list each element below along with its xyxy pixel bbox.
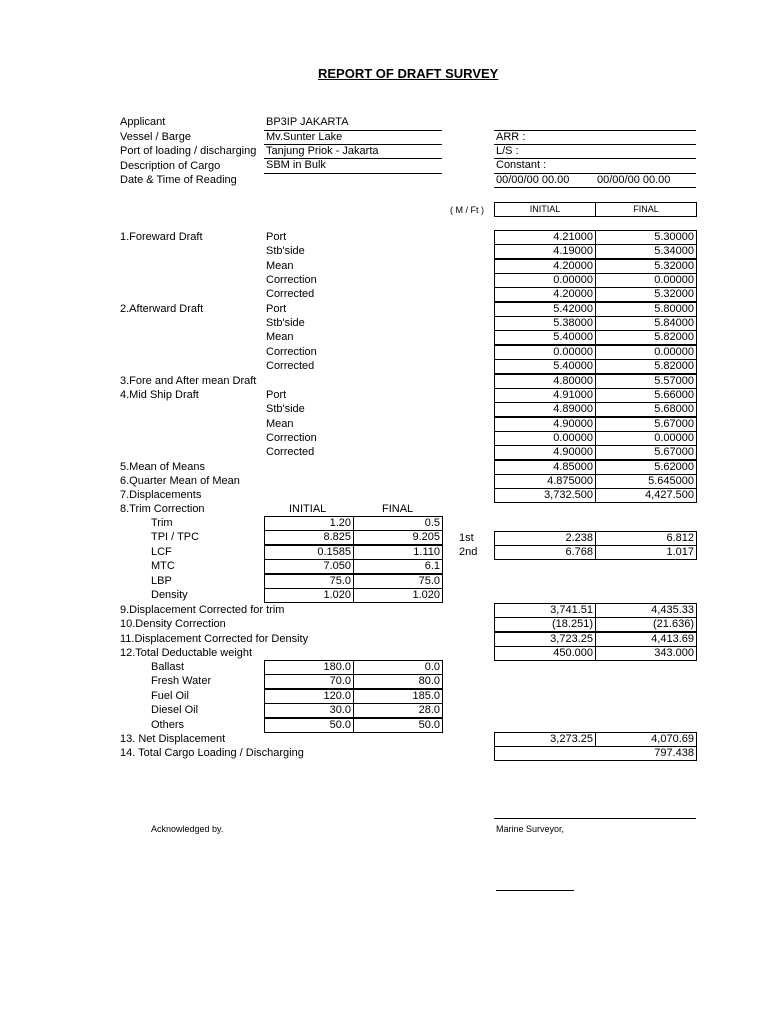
surveyor-label: Marine Surveyor, xyxy=(496,824,565,834)
total-label: 14. Total Cargo Loading / Discharging xyxy=(120,747,304,759)
trim-first-initial: 2.238 xyxy=(494,531,596,546)
row-label: Corrected xyxy=(266,360,315,373)
row-label: Corrected xyxy=(266,446,315,459)
initial-value-cell: 5.40000 xyxy=(494,330,596,345)
vessel-underline-top xyxy=(264,130,442,131)
initial-value-cell: 4.19000 xyxy=(494,244,596,259)
initial-value-cell: 4.20000 xyxy=(494,259,596,274)
net-label: 13. Net Displacement xyxy=(120,733,226,745)
applicant-value: BP3IP JAKARTA xyxy=(266,116,349,128)
trim-final-cell: 0.5 xyxy=(353,516,443,531)
row-label: Mean xyxy=(266,331,294,344)
units-label: ( M / Ft ) xyxy=(450,205,484,215)
initial-value-cell: 4.80000 xyxy=(494,374,596,389)
correction-final-cell: 343.000 xyxy=(595,646,697,661)
date-final: 00/00/00 00.00 xyxy=(597,174,671,186)
trim-initial-cell: 7.050 xyxy=(264,559,354,574)
port-value: Tanjung Priok - Jakarta xyxy=(266,145,379,157)
correction-final-cell: 4,435.33 xyxy=(595,603,697,618)
row-label: Correction xyxy=(266,274,317,287)
cargo-value: SBM in Bulk xyxy=(266,159,326,171)
final-value-cell: 5.32000 xyxy=(595,259,697,274)
final-value-cell: 0.00000 xyxy=(595,431,697,446)
trim-row-label: TPI / TPC xyxy=(151,531,200,544)
row-label: Stb'side xyxy=(266,317,305,330)
trim-initial-cell: 75.0 xyxy=(264,574,354,589)
deductable-label: Fuel Oil xyxy=(151,689,189,702)
initial-value-cell: 0.00000 xyxy=(494,431,596,446)
correction-final-cell: (21.636) xyxy=(595,617,697,632)
final-value-cell: 5.82000 xyxy=(595,330,697,345)
deductable-label: Ballast xyxy=(151,661,185,673)
date-initial: 00/00/00 00.00 xyxy=(496,174,570,186)
deductable-final-cell: 185.0 xyxy=(353,689,443,704)
final-value-cell: 5.30000 xyxy=(595,230,697,245)
cargo-underline xyxy=(264,173,442,174)
arr-underline xyxy=(494,144,696,145)
correction-initial-cell: 3,723.25 xyxy=(494,632,596,647)
deductable-label: Others xyxy=(151,718,185,731)
trim-first-label: 1st xyxy=(459,532,474,544)
trim-initial-cell: 0.1585 xyxy=(264,545,354,560)
initial-value-cell: 5.42000 xyxy=(494,302,596,317)
trim-final-cell: 75.0 xyxy=(353,574,443,589)
trim-second-label: 2nd xyxy=(459,546,478,558)
acknowledged-signature-line xyxy=(496,890,574,891)
datetime-label: Date & Time of Reading xyxy=(120,174,237,186)
net-final: 4,070.69 xyxy=(595,732,697,747)
trim-row-label: MTC xyxy=(151,560,175,573)
trim-final-cell: 1.020 xyxy=(353,588,443,603)
deductable-label: Diesel Oil xyxy=(151,704,199,717)
cargo-label: Description of Cargo xyxy=(120,160,221,172)
trim-row-label: LBP xyxy=(151,574,172,587)
final-value-cell: 0.00000 xyxy=(595,345,697,360)
deductable-initial-cell: 30.0 xyxy=(264,703,354,718)
trim-second-final: 1.017 xyxy=(595,545,697,560)
initial-value-cell: 4.875000 xyxy=(494,474,596,489)
total-final: 797.438 xyxy=(494,746,697,761)
initial-value-cell: 5.40000 xyxy=(494,359,596,374)
page-title: REPORT OF DRAFT SURVEY xyxy=(318,66,499,81)
row-label: Stb'side xyxy=(266,245,305,258)
final-value-cell: 5.84000 xyxy=(595,316,697,331)
final-value-cell: 5.34000 xyxy=(595,244,697,259)
correction-initial-cell: 3,741.51 xyxy=(494,603,596,618)
trim-final-cell: 9.205 xyxy=(353,530,443,545)
trim-col-initial: INITIAL xyxy=(289,503,327,515)
deductable-final-cell: 50.0 xyxy=(353,718,443,733)
trim-initial-cell: 1.020 xyxy=(264,588,354,603)
deductable-initial-cell: 50.0 xyxy=(264,718,354,733)
final-value-cell: 5.645000 xyxy=(595,474,697,489)
initial-value-cell: 4.91000 xyxy=(494,388,596,403)
trim-final-cell: 1.110 xyxy=(353,545,443,560)
surveyor-signature-line xyxy=(494,818,696,819)
correction-label: 12.Total Deductable weight xyxy=(120,647,253,660)
arr-label: ARR : xyxy=(496,131,526,143)
correction-initial-cell: (18.251) xyxy=(494,617,596,632)
final-value-cell: 5.57000 xyxy=(595,374,697,389)
row-label: Port xyxy=(266,302,287,315)
row-label: Correction xyxy=(266,345,317,358)
correction-initial-cell: 450.000 xyxy=(494,646,596,661)
date-underline xyxy=(494,187,696,188)
section-label: 3.Fore and After mean Draft xyxy=(120,374,257,387)
section-label: 6.Quarter Mean of Mean xyxy=(120,474,240,487)
final-value-cell: 5.80000 xyxy=(595,302,697,317)
deductable-final-cell: 28.0 xyxy=(353,703,443,718)
final-value-cell: 5.68000 xyxy=(595,402,697,417)
section-label: 4.Mid Ship Draft xyxy=(120,388,199,401)
deductable-initial-cell: 70.0 xyxy=(264,674,354,689)
vessel-label: Vessel / Barge xyxy=(120,131,191,143)
final-value-cell: 5.66000 xyxy=(595,388,697,403)
constant-label: Constant : xyxy=(496,159,547,171)
deductable-initial-cell: 120.0 xyxy=(264,689,354,704)
row-label: Stb'side xyxy=(266,403,305,416)
row-label: Port xyxy=(266,231,287,243)
final-value-cell: 4,427.500 xyxy=(595,488,697,503)
section-label: 7.Displacements xyxy=(120,489,202,502)
correction-label: 10.Density Correction xyxy=(120,618,226,631)
trim-initial-cell: 8.825 xyxy=(264,530,354,545)
deductable-final-cell: 0.0 xyxy=(353,660,443,675)
trim-final-cell: 6.1 xyxy=(353,559,443,574)
final-value-cell: 5.67000 xyxy=(595,417,697,432)
final-value-cell: 5.32000 xyxy=(595,287,697,302)
initial-value-cell: 0.00000 xyxy=(494,273,596,288)
initial-value-cell: 4.89000 xyxy=(494,402,596,417)
initial-value-cell: 4.20000 xyxy=(494,287,596,302)
final-value-cell: 5.82000 xyxy=(595,359,697,374)
trim-initial-cell: 1.20 xyxy=(264,516,354,531)
net-initial: 3,273.25 xyxy=(494,732,596,747)
col-final-header: FINAL xyxy=(595,202,697,217)
deductable-final-cell: 80.0 xyxy=(353,674,443,689)
correction-label: 11.Displacement Corrected for Density xyxy=(120,632,309,645)
row-label: Mean xyxy=(266,417,294,430)
final-value-cell: 0.00000 xyxy=(595,273,697,288)
trim-first-final: 6.812 xyxy=(595,531,697,546)
section-label: 2.Afterward Draft xyxy=(120,302,204,315)
correction-label: 9.Displacement Corrected for trim xyxy=(120,604,285,616)
row-label: Corrected xyxy=(266,288,315,301)
initial-value-cell: 4.85000 xyxy=(494,460,596,475)
trim-row-label: LCF xyxy=(151,545,172,558)
trim-row-label: Trim xyxy=(151,517,173,529)
final-value-cell: 5.67000 xyxy=(595,445,697,460)
trim-second-initial: 6.768 xyxy=(494,545,596,560)
initial-value-cell: 4.21000 xyxy=(494,230,596,245)
final-value-cell: 5.62000 xyxy=(595,460,697,475)
row-label: Correction xyxy=(266,431,317,444)
initial-value-cell: 3,732.500 xyxy=(494,488,596,503)
initial-value-cell: 0.00000 xyxy=(494,345,596,360)
applicant-label: Applicant xyxy=(120,116,166,128)
correction-final-cell: 4,413.69 xyxy=(595,632,697,647)
trim-section-label: 8.Trim Correction xyxy=(120,503,205,515)
acknowledged-label: Acknowledged by. xyxy=(151,824,224,834)
row-label: Mean xyxy=(266,259,294,272)
deductable-initial-cell: 180.0 xyxy=(264,660,354,675)
initial-value-cell: 4.90000 xyxy=(494,417,596,432)
trim-col-final: FINAL xyxy=(382,503,414,515)
vessel-value: Mv.Sunter Lake xyxy=(266,131,343,143)
row-label: Port xyxy=(266,388,287,401)
section-label: 1.Foreward Draft xyxy=(120,231,203,243)
ls-label: L/S : xyxy=(496,145,519,157)
arr-topline xyxy=(494,130,696,131)
port-label: Port of loading / discharging xyxy=(120,145,257,157)
trim-row-label: Density xyxy=(151,589,188,601)
initial-value-cell: 4.90000 xyxy=(494,445,596,460)
col-initial-header: INITIAL xyxy=(494,202,596,217)
deductable-label: Fresh Water xyxy=(151,675,212,688)
section-label: 5.Mean of Means xyxy=(120,460,205,473)
initial-value-cell: 5.38000 xyxy=(494,316,596,331)
